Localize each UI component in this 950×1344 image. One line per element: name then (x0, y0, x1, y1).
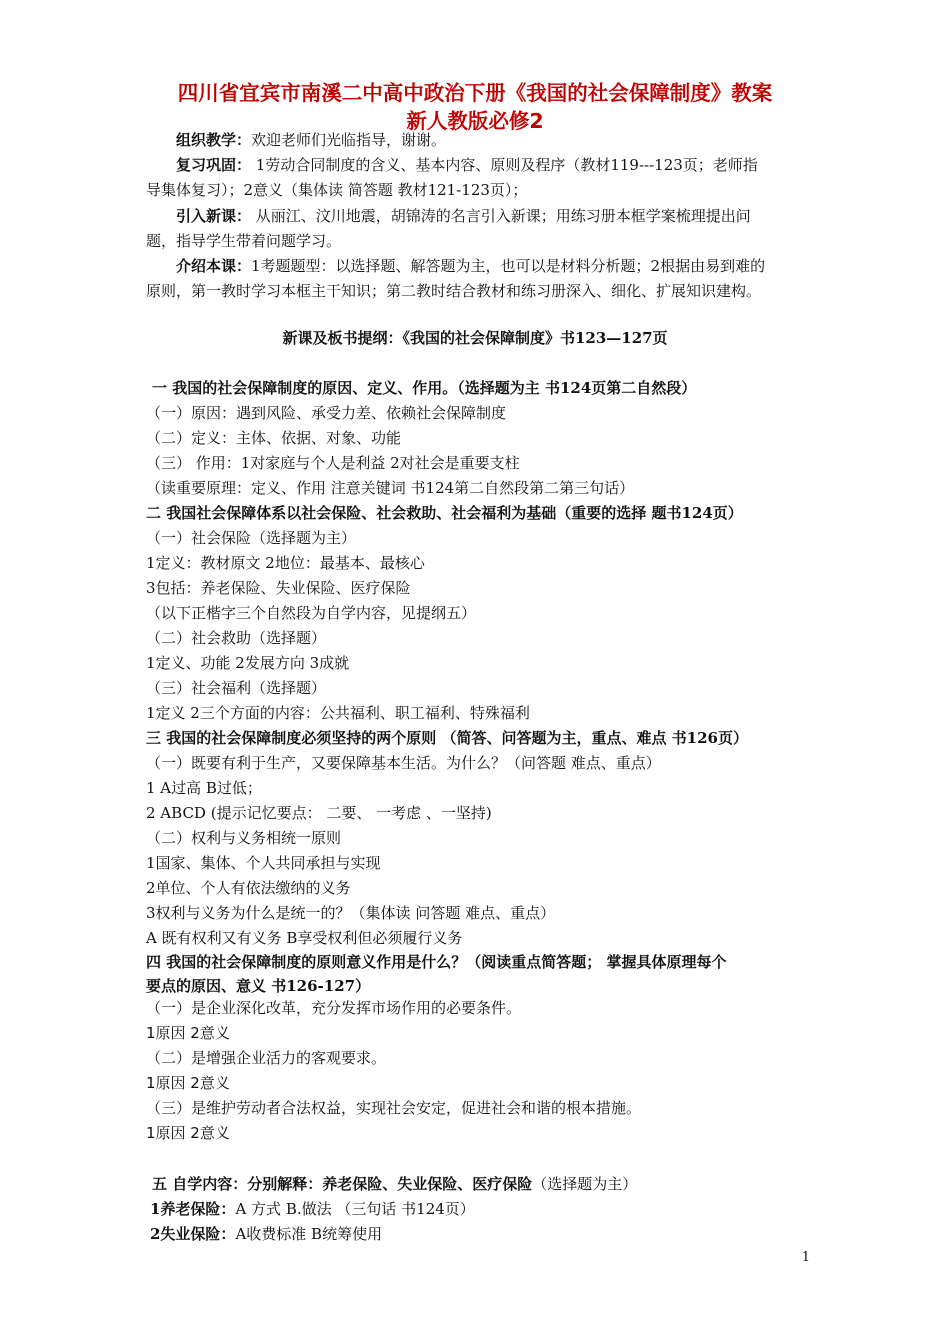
page-number: 1 (801, 1250, 810, 1265)
section-2-line: （一）社会保险（选择题为主） (146, 529, 357, 547)
section-1-line: （三） 作用：1对家庭与个人是利益 2对社会是重要支柱 (146, 454, 520, 472)
section-2-line: （二）社会救助（选择题） (146, 629, 327, 647)
section-5-item-text: A 方式 B.做法 （三句话 书124页） (235, 1200, 475, 1218)
section-1-heading: 一 我国的社会保障制度的原因、定义、作用。（选择题为主 书124页第二自然段） (152, 379, 697, 397)
section-4-heading-cont: 要点的原因、意义 书126-127） (146, 977, 371, 995)
intro-review (176, 155, 758, 175)
section-2-line: 1定义、功能 2发展方向 3成就 (146, 654, 350, 672)
intro-label: 复习巩固： (176, 156, 252, 174)
section-5-item-label: 1养老保险： (150, 1200, 236, 1218)
section-3-line: 1 A过高 B过低； (146, 779, 262, 797)
document-title-line2: 新人教版必修2 (406, 109, 544, 133)
section-4-heading: 四 我国的社会保障制度的原则意义作用是什么？（阅读重点简答题； 掌握具体原理每个 (146, 953, 727, 971)
section-2-line: （三）社会福利（选择题） (146, 679, 327, 697)
section-5-item-2 (150, 1224, 382, 1244)
intro-newlesson-cont: 题，指导学生带着问题学习。 (146, 232, 342, 250)
intro-text: 从丽江、汶川地震，胡锦涛的名言引入新课；用练习册本框学案梳理提出问 (251, 207, 751, 225)
section-5-heading (152, 1174, 637, 1194)
section-5-item-1 (150, 1199, 475, 1219)
section-5-item-label: 2失业保险： (150, 1225, 236, 1243)
intro-label: 介绍本课： (176, 257, 252, 275)
section-2-line: （以下正楷字三个自然段为自学内容，见提纲五） (146, 604, 477, 622)
intro-newlesson (176, 206, 751, 226)
intro-label: 组织教学： (176, 131, 252, 149)
section-1-line: （一）原因：遇到风险、承受力差、依赖社会保障制度 (146, 404, 507, 422)
section-4-line: 1原因 2意义 (146, 1074, 230, 1092)
section-1-line: （读重要原理：定义、作用 注意关键词 书124第二自然段第二第三句话） (146, 479, 635, 497)
section-3-line: A 既有权利又有义务 B享受权利但必须履行义务 (146, 929, 463, 947)
intro-review-cont: 导集体复习）；2意义（集体读 简答题 教材121-123页）； (146, 181, 528, 199)
intro-lesson-cont: 原则，第一教时学习本框主干知识；第二教时结合教材和练习册深入、细化、扩展知识建构。 (146, 282, 762, 300)
section-5-heading-rest: （选择题为主） (532, 1175, 638, 1193)
section-3-line: （一）既要有利于生产，又要保障基本生活。为什么？（问答题 难点、重点） (146, 754, 661, 772)
section-3-heading: 三 我国的社会保障制度必须坚持的两个原则 （简答、问答题为主，重点、难点 书126页） (146, 729, 748, 747)
section-2-line: 3包括：养老保险、失业保险、医疗保险 (146, 579, 411, 597)
document-title-line1: 四川省宜宾市南溪二中高中政治下册《我国的社会保障制度》教案 (177, 81, 773, 105)
intro-label: 引入新课： (176, 207, 252, 225)
intro-organize (176, 130, 446, 150)
section-3-line: 2 ABCD (提示记忆要点： 二要、 一考虑 、一坚持) (146, 804, 492, 822)
section-1-line: （二）定义：主体、依据、对象、功能 (146, 429, 402, 447)
section-4-line: （三）是维护劳动者合法权益，实现社会安定，促进社会和谐的根本措施。 (146, 1099, 642, 1117)
section-2-line: 1定义：教材原文 2地位：最基本、最核心 (146, 554, 425, 572)
section-4-line: 1原因 2意义 (146, 1124, 230, 1142)
intro-text: 1考题题型：以选择题、解答题为主，也可以是材料分析题；2根据由易到难的 (251, 257, 766, 275)
intro-text: 1劳动合同制度的含义、基本内容、原则及程序（教材119---123页；老师指 (251, 156, 758, 174)
section-4-line: （一）是企业深化改革，充分发挥市场作用的必要条件。 (146, 999, 522, 1017)
intro-lesson (176, 256, 765, 276)
section-5-item-text: A收费标准 B统筹使用 (235, 1225, 383, 1243)
section-2-line: 1定义 2三个方面的内容：公共福利、职工福利、特殊福利 (146, 704, 530, 722)
section-4-line: 1原因 2意义 (146, 1024, 230, 1042)
section-2-heading: 二 我国社会保障体系以社会保险、社会救助、社会福利为基础（重要的选择 题书124页） (146, 504, 743, 522)
section-4-line: （二）是增强企业活力的客观要求。 (146, 1049, 387, 1067)
section-5-heading-bold: 五 自学内容：分别解释：养老保险、失业保险、医疗保险 (152, 1175, 533, 1193)
section-3-line: 1国家、集体、个人共同承担与实现 (146, 854, 381, 872)
section-3-line: 3权利与义务为什么是统一的？（集体读 问答题 难点、重点） (146, 904, 556, 922)
outline-heading: 新课及板书提纲：《我国的社会保障制度》书123—127页 (282, 329, 668, 347)
section-3-line: 2单位、个人有依法缴纳的义务 (146, 879, 351, 897)
section-3-line: （二）权利与义务相统一原则 (146, 829, 342, 847)
intro-text: 欢迎老师们光临指导，谢谢。 (251, 131, 447, 149)
